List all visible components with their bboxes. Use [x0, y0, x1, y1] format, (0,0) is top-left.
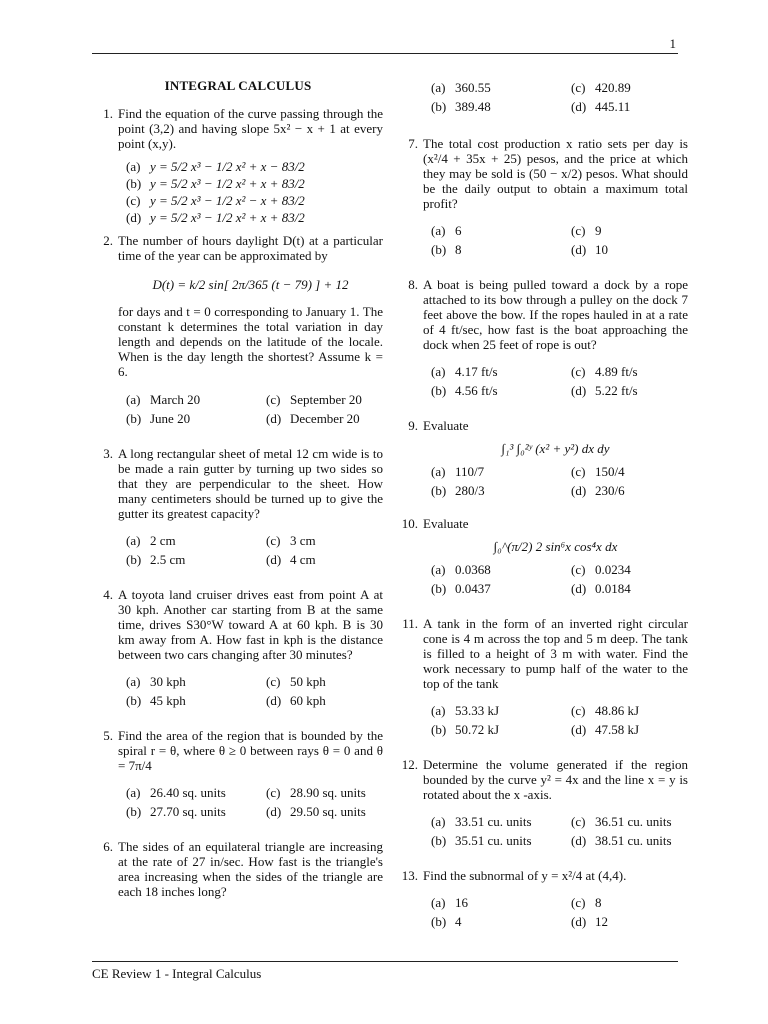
option-text: 9: [595, 223, 602, 238]
option-text: 2.5 cm: [150, 552, 186, 567]
option-text: 0.0437: [455, 581, 491, 596]
option-label: (d): [571, 383, 587, 398]
option-label: (c): [266, 392, 281, 407]
option[interactable]: [423, 464, 563, 479]
option-text: 110/7: [455, 464, 485, 479]
option-text: 150/4: [595, 464, 625, 479]
option-text: 4.56 ft/s: [455, 383, 498, 398]
option[interactable]: [563, 223, 703, 238]
option-text: 4.17 ft/s: [455, 364, 498, 379]
option-text: 35.51 cu. units: [455, 833, 532, 848]
option-label: (b): [431, 99, 447, 114]
option-label: (a): [431, 562, 446, 577]
option-label: (d): [571, 99, 587, 114]
question-number: 3.: [103, 446, 113, 461]
option[interactable]: [258, 411, 398, 426]
option-label: (b): [126, 804, 142, 819]
option[interactable]: [423, 722, 563, 737]
option[interactable]: [118, 674, 258, 689]
question-13: [398, 868, 688, 929]
option-text: 4: [455, 914, 462, 929]
option-text: 280/3: [455, 483, 485, 498]
option[interactable]: [563, 895, 703, 910]
option-text: 10: [595, 242, 608, 257]
option-text: 8: [595, 895, 602, 910]
option-label: (b): [126, 176, 142, 191]
option-text: 53.33 kJ: [455, 703, 500, 718]
question-text: A boat is being pulled toward a dock by a rope attached to its bow through a pulley on the dock 7 feet above the bow. If the ropes hauled in at a rate of 4 ft/sec, how fast is the boat approaching the dock when 25 feet of rope is out?: [423, 277, 688, 352]
question-number: 7.: [408, 136, 418, 151]
option[interactable]: [118, 392, 258, 407]
option-text: 230/6: [595, 483, 625, 498]
question-number: 11.: [402, 616, 418, 631]
option-label: (c): [571, 703, 586, 718]
option-label: (d): [571, 833, 587, 848]
question-number: 10.: [401, 516, 418, 531]
option[interactable]: [563, 814, 703, 829]
option[interactable]: [118, 210, 383, 225]
option-label: (c): [571, 364, 586, 379]
answer-options: [423, 895, 688, 929]
option[interactable]: [423, 364, 563, 379]
option-label: (a): [126, 159, 141, 174]
answer-options: [423, 814, 688, 848]
option-text: 420.89: [595, 80, 631, 95]
option-label: (b): [431, 483, 447, 498]
option-label: (a): [431, 80, 446, 95]
option-label: (c): [571, 223, 586, 238]
option-text: 38.51 cu. units: [595, 833, 672, 848]
option[interactable]: [423, 242, 563, 257]
question-9: [398, 418, 688, 498]
question-6-options: [398, 80, 688, 114]
option[interactable]: [258, 785, 398, 800]
trig-integral-formula: ∫₀^(π/2) 2 sin⁶x cos⁴x dx: [493, 539, 618, 554]
option-label: (c): [571, 80, 586, 95]
option[interactable]: [423, 483, 563, 498]
option-label: (a): [431, 895, 446, 910]
option-text: 3 cm: [290, 533, 316, 548]
option-label: (b): [126, 411, 142, 426]
question-number: 6.: [103, 839, 113, 854]
option-label: (a): [126, 674, 141, 689]
answer-options: [118, 392, 383, 426]
option-label: (d): [571, 483, 587, 498]
question-text-continued: for days and t = 0 corresponding to January 1. The constant k determines the total variation in day length and depends on the latitude of the locale. When is the day length the shortest? Assume k = 6.: [118, 304, 383, 379]
answer-options: [423, 80, 688, 114]
option-label: (d): [266, 693, 282, 708]
option-label: (b): [431, 833, 447, 848]
document-title: INTEGRAL CALCULUS: [164, 78, 312, 93]
question-number: 13.: [401, 868, 418, 883]
question-10: [398, 516, 688, 596]
option-text: 36.51 cu. units: [595, 814, 672, 829]
option-label: (b): [126, 693, 142, 708]
option[interactable]: [118, 193, 383, 208]
option-label: (c): [571, 562, 586, 577]
option[interactable]: [563, 364, 703, 379]
option[interactable]: [563, 99, 703, 114]
answer-options: [423, 364, 688, 398]
option[interactable]: [118, 552, 258, 567]
option[interactable]: [118, 804, 258, 819]
question-2: [93, 233, 383, 426]
option[interactable]: [563, 383, 703, 398]
footer-rule: [92, 961, 678, 962]
option-label: (d): [266, 552, 282, 567]
option-label: (a): [126, 785, 141, 800]
option-label: (c): [571, 814, 586, 829]
option-label: (c): [571, 895, 586, 910]
option-text: September 20: [290, 392, 362, 407]
question-text: The sides of an equilateral triangle are increasing at the rate of 27 in/sec. How fast is the triangle's area increasing when the sides of the triangle are each 18 inches long?: [118, 839, 383, 899]
option-text: 389.48: [455, 99, 491, 114]
page-number: 1: [669, 36, 676, 51]
option[interactable]: [563, 242, 703, 257]
option-label: (d): [571, 581, 587, 596]
option-text: 360.55: [455, 80, 491, 95]
option-label: (c): [266, 785, 281, 800]
option-text: 60 kph: [290, 693, 326, 708]
header-rule: [92, 53, 678, 54]
option-text: 50.72 kJ: [455, 722, 500, 737]
option[interactable]: [563, 562, 703, 577]
option-text: 6: [455, 223, 462, 238]
question-3: [93, 446, 383, 567]
question-text: Determine the volume generated if the region bounded by the curve y² = 4x and the line x = y is rotated about the x -axis.: [423, 757, 688, 802]
double-integral-formula: ∫₁³ ∫₀²ʸ (x² + y²) dx dy: [501, 441, 610, 456]
option-text: 12: [595, 914, 608, 929]
option[interactable]: [258, 674, 398, 689]
question-text: The total cost production x ratio sets per day is (x²/4 + 35x + 25) pesos, and the price at which they may be sold is (50 − x/2) pesos. What should be the daily output to obtain a maximum total profit?: [423, 136, 688, 211]
question-6: [93, 839, 383, 899]
option-label: (d): [571, 722, 587, 737]
option-label: (d): [571, 914, 587, 929]
option-label: (b): [431, 242, 447, 257]
option[interactable]: [258, 804, 398, 819]
option[interactable]: [423, 80, 563, 95]
option-label: (c): [266, 674, 281, 689]
option[interactable]: [423, 223, 563, 238]
option-label: (a): [431, 814, 446, 829]
option-label: (b): [126, 552, 142, 567]
option-text: 28.90 sq. units: [290, 785, 366, 800]
option[interactable]: [563, 483, 703, 498]
question-number: 8.: [408, 277, 418, 292]
answer-options: [423, 703, 688, 737]
option-text: y = 5/2 x³ − 1/2 x² + x + 83/2: [150, 176, 305, 191]
option-label: (a): [431, 364, 446, 379]
option-text: December 20: [290, 411, 360, 426]
question-text: A tank in the form of an inverted right circular cone is 4 m across the top and 5 m deep. The tank is filled to a height of 3 m with water. Find the work necessary to pump half of the water to the top of the tank: [423, 616, 688, 691]
option-label: (c): [571, 464, 586, 479]
option-text: 48.86 kJ: [595, 703, 640, 718]
option[interactable]: [118, 533, 258, 548]
question-text: Evaluate: [423, 418, 469, 433]
option-label: (a): [431, 703, 446, 718]
option-text: y = 5/2 x³ − 1/2 x² + x − 83/2: [150, 159, 305, 174]
option-label: (a): [126, 392, 141, 407]
option[interactable]: [423, 581, 563, 596]
option-text: 30 kph: [150, 674, 186, 689]
option-label: (a): [126, 533, 141, 548]
option[interactable]: [563, 833, 703, 848]
option-label: (d): [266, 411, 282, 426]
option-text: 33.51 cu. units: [455, 814, 532, 829]
option[interactable]: [258, 552, 398, 567]
option-text: June 20: [150, 411, 191, 426]
option-text: 29.50 sq. units: [290, 804, 366, 819]
option-label: (c): [266, 533, 281, 548]
option-label: (d): [571, 242, 587, 257]
question-text: A long rectangular sheet of metal 12 cm wide is to be made a rain gutter by turning up two sides so that they are perpendicular to the sheet. How many centimeters should be turned up to give the gutter its greatest capacity?: [118, 446, 383, 521]
option-text: 8: [455, 242, 462, 257]
question-text: Evaluate: [423, 516, 469, 531]
option[interactable]: [423, 383, 563, 398]
option[interactable]: [423, 833, 563, 848]
option-text: 2 cm: [150, 533, 176, 548]
option-text: 5.22 ft/s: [595, 383, 638, 398]
question-number: 12.: [401, 757, 418, 772]
question-number: 2.: [103, 233, 113, 248]
question-text: The number of hours daylight D(t) at a particular time of the year can be approximated by: [118, 233, 383, 263]
option-label: (a): [431, 223, 446, 238]
option[interactable]: [423, 814, 563, 829]
option-text: 0.0184: [595, 581, 631, 596]
answer-options: [423, 562, 688, 596]
answer-options: [118, 674, 383, 708]
option[interactable]: [423, 895, 563, 910]
option[interactable]: [258, 392, 398, 407]
option-text: 0.0368: [455, 562, 491, 577]
option[interactable]: [423, 562, 563, 577]
option-text: y = 5/2 x³ − 1/2 x² + x + 83/2: [150, 210, 305, 225]
option-label: (b): [431, 722, 447, 737]
answer-options: [118, 785, 383, 819]
option-text: 0.0234: [595, 562, 631, 577]
answer-options: [423, 223, 688, 257]
question-number: 1.: [103, 106, 113, 121]
answer-options: [423, 464, 688, 498]
option-text: March 20: [150, 392, 201, 407]
option[interactable]: [563, 914, 703, 929]
question-text: Find the subnormal of y = x²/4 at (4,4).: [423, 868, 627, 883]
question-text: A toyota land cruiser drives east from point A at 30 kph. Another car starting from B at the same time, drives S30°W toward A at 60 kph. B is 30 km away from A. How fast in kph is the distance between two cars changing after 30 minutes?: [118, 587, 383, 662]
option-text: 4.89 ft/s: [595, 364, 638, 379]
answer-options: [118, 533, 383, 567]
option-text: 45 kph: [150, 693, 186, 708]
option[interactable]: [118, 159, 383, 174]
question-number: 9.: [408, 418, 418, 433]
option[interactable]: [563, 581, 703, 596]
option-text: y = 5/2 x³ − 1/2 x² − x + 83/2: [150, 193, 305, 208]
question-4: [93, 587, 383, 708]
option[interactable]: [563, 722, 703, 737]
option-label: (d): [126, 210, 142, 225]
option[interactable]: [258, 533, 398, 548]
option-text: 50 kph: [290, 674, 326, 689]
option[interactable]: [563, 703, 703, 718]
option-text: 445.11: [595, 99, 631, 114]
page-footer: CE Review 1 - Integral Calculus: [92, 966, 262, 981]
option-text: 26.40 sq. units: [150, 785, 226, 800]
option-label: (b): [431, 914, 447, 929]
option-text: 47.58 kJ: [595, 722, 640, 737]
option-label: (b): [431, 581, 447, 596]
left-column: [93, 78, 383, 899]
question-text: Find the area of the region that is bounded by the spiral r = θ, where θ ≥ 0 between rays θ = 0 and θ = 7π/4: [118, 728, 383, 773]
option[interactable]: [118, 785, 258, 800]
option[interactable]: [423, 99, 563, 114]
option[interactable]: [423, 914, 563, 929]
question-8: [398, 277, 688, 398]
question-number: 5.: [103, 728, 113, 743]
daylight-formula: D(t) = k/2 sin[ 2π/365 (t − 79) ] + 12: [152, 277, 349, 292]
option[interactable]: [258, 693, 398, 708]
option[interactable]: [118, 693, 258, 708]
question-7: [398, 136, 688, 257]
question-5: [93, 728, 383, 819]
question-number: 4.: [103, 587, 113, 602]
option-text: 27.70 sq. units: [150, 804, 226, 819]
option[interactable]: [118, 176, 383, 191]
option[interactable]: [423, 703, 563, 718]
option[interactable]: [563, 464, 703, 479]
option-label: (c): [126, 193, 141, 208]
option-label: (b): [431, 383, 447, 398]
question-11: [398, 616, 688, 737]
option-label: (d): [266, 804, 282, 819]
right-column: [398, 80, 688, 929]
question-12: [398, 757, 688, 848]
question-1: [93, 106, 383, 225]
option[interactable]: [563, 80, 703, 95]
option-label: (a): [431, 464, 446, 479]
option[interactable]: [118, 411, 258, 426]
option-text: 4 cm: [290, 552, 316, 567]
answer-options: [118, 159, 383, 225]
question-text: Find the equation of the curve passing through the point (3,2) and having slope 5x² − x + 1 at every point (x,y).: [118, 106, 383, 151]
option-text: 16: [455, 895, 468, 910]
